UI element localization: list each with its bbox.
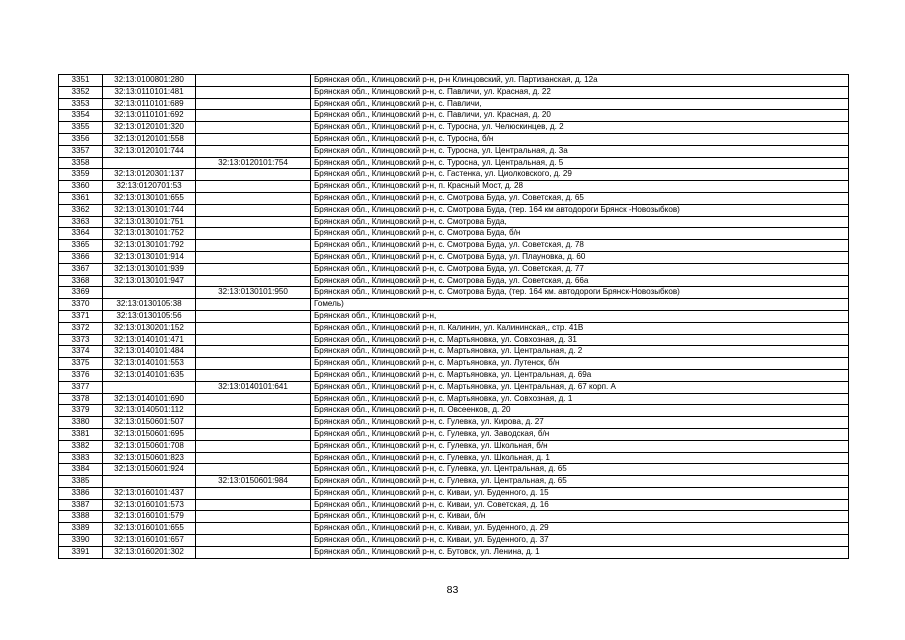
- cadastral-number-cell: 32:13:0130101:939: [103, 263, 196, 275]
- address-cell: Брянская обл., Клинцовский р-н, с. Смотрова Буда, (тер. 164 км. автодороги Брянск-Новозыбков): [311, 287, 849, 299]
- row-number-cell: 3370: [59, 299, 103, 311]
- cadastral-number-cell: 32:13:0130101:752: [103, 228, 196, 240]
- cadastral-number-cell: 32:13:0130105:56: [103, 310, 196, 322]
- row-number-cell: 3374: [59, 346, 103, 358]
- table-row: [59, 216, 849, 228]
- row-number-cell: 3383: [59, 452, 103, 464]
- secondary-cadastral-number-cell: [196, 228, 311, 240]
- secondary-cadastral-number-cell: [196, 393, 311, 405]
- row-number-cell: 3381: [59, 428, 103, 440]
- address-cell: Брянская обл., Клинцовский р-н, п. Овсеенков, д. 20: [311, 405, 849, 417]
- table-row: [59, 452, 849, 464]
- row-number-cell: 3367: [59, 263, 103, 275]
- table-row: [59, 546, 849, 558]
- row-number-cell: 3355: [59, 122, 103, 134]
- table-row: [59, 334, 849, 346]
- address-cell: Брянская обл., Клинцовский р-н, с. Мартьяновка, ул. Лутенск, б/н: [311, 358, 849, 370]
- secondary-cadastral-number-cell: [196, 511, 311, 523]
- address-cell: Брянская обл., Клинцовский р-н, с. Гулевка, ул. Кирова, д. 27: [311, 417, 849, 429]
- address-cell: Брянская обл., Клинцовский р-н, с. Гулевка, ул. Центральная, д. 65: [311, 464, 849, 476]
- table-row: [59, 192, 849, 204]
- row-number-cell: 3354: [59, 110, 103, 122]
- cadastral-number-cell: [103, 157, 196, 169]
- address-cell: Брянская обл., Клинцовский р-н, с. Киваи, ул. Буденного, д. 37: [311, 535, 849, 547]
- row-number-cell: 3363: [59, 216, 103, 228]
- table-row: [59, 428, 849, 440]
- address-cell: Брянская обл., Клинцовский р-н, с. Гулевка, ул. Заводская, б/н: [311, 428, 849, 440]
- secondary-cadastral-number-cell: [196, 216, 311, 228]
- secondary-cadastral-number-cell: [196, 181, 311, 193]
- cadastral-number-cell: 32:13:0160101:573: [103, 499, 196, 511]
- address-cell: Брянская обл., Клинцовский р-н, с. Гастенка, ул. Циолковского, д. 29: [311, 169, 849, 181]
- table-row: [59, 523, 849, 535]
- secondary-cadastral-number-cell: [196, 334, 311, 346]
- address-cell: Брянская обл., Клинцовский р-н, с. Мартьяновка, ул. Совхозная, д. 1: [311, 393, 849, 405]
- cadastral-number-cell: 32:13:0130101:914: [103, 251, 196, 263]
- secondary-cadastral-number-cell: [196, 251, 311, 263]
- table-row: [59, 145, 849, 157]
- address-cell: Брянская обл., Клинцовский р-н, р-н Клинцовский, ул. Партизанская, д. 12а: [311, 75, 849, 87]
- secondary-cadastral-number-cell: [196, 452, 311, 464]
- row-number-cell: 3390: [59, 535, 103, 547]
- address-cell: Брянская обл., Клинцовский р-н, с. Туросна, б/н: [311, 133, 849, 145]
- secondary-cadastral-number-cell: [196, 440, 311, 452]
- cadastral-number-cell: [103, 381, 196, 393]
- address-cell: Брянская обл., Клинцовский р-н, с. Мартьяновка, ул. Центральная, д. 2: [311, 346, 849, 358]
- table-row: [59, 405, 849, 417]
- secondary-cadastral-number-cell: [196, 86, 311, 98]
- row-number-cell: 3366: [59, 251, 103, 263]
- cadastral-number-cell: 32:13:0130101:751: [103, 216, 196, 228]
- address-cell: Брянская обл., Клинцовский р-н, с. Смотрова Буда,: [311, 216, 849, 228]
- secondary-cadastral-number-cell: [196, 464, 311, 476]
- cadastral-number-cell: 32:13:0160101:579: [103, 511, 196, 523]
- secondary-cadastral-number-cell: [196, 546, 311, 558]
- row-number-cell: 3362: [59, 204, 103, 216]
- table-row: [59, 122, 849, 134]
- table-row: [59, 157, 849, 169]
- cadastral-number-cell: 32:13:0130201:152: [103, 322, 196, 334]
- table-row: [59, 86, 849, 98]
- row-number-cell: 3361: [59, 192, 103, 204]
- table-row: [59, 535, 849, 547]
- row-number-cell: 3385: [59, 476, 103, 488]
- cadastral-number-cell: 32:13:0120101:558: [103, 133, 196, 145]
- row-number-cell: 3378: [59, 393, 103, 405]
- row-number-cell: 3352: [59, 86, 103, 98]
- row-number-cell: 3382: [59, 440, 103, 452]
- address-cell: Брянская обл., Клинцовский р-н, с. Павличи,: [311, 98, 849, 110]
- cadastral-number-cell: 32:13:0150601:708: [103, 440, 196, 452]
- cadastral-number-cell: 32:13:0160101:657: [103, 535, 196, 547]
- table-row: [59, 275, 849, 287]
- cadastral-number-cell: 32:13:0160101:655: [103, 523, 196, 535]
- address-cell: Брянская обл., Клинцовский р-н, с. Смотрова Буда, ул. Советская, д. 66а: [311, 275, 849, 287]
- row-number-cell: 3359: [59, 169, 103, 181]
- cadastral-number-cell: 32:13:0160101:437: [103, 487, 196, 499]
- table-row: [59, 381, 849, 393]
- row-number-cell: 3368: [59, 275, 103, 287]
- address-cell: Брянская обл., Клинцовский р-н, с. Гулевка, ул. Школьная, д. 1: [311, 452, 849, 464]
- secondary-cadastral-number-cell: [196, 75, 311, 87]
- address-cell: Брянская обл., Клинцовский р-н, с. Смотрова Буда, ул. Советская, д. 77: [311, 263, 849, 275]
- row-number-cell: 3372: [59, 322, 103, 334]
- row-number-cell: 3389: [59, 523, 103, 535]
- address-cell: Брянская обл., Клинцовский р-н, с. Гулевка, ул. Центральная, д. 65: [311, 476, 849, 488]
- table-row: [59, 417, 849, 429]
- table-row: [59, 204, 849, 216]
- secondary-cadastral-number-cell: [196, 240, 311, 252]
- cadastral-number-cell: 32:13:0130101:655: [103, 192, 196, 204]
- row-number-cell: 3358: [59, 157, 103, 169]
- cadastral-number-cell: 32:13:0130105:38: [103, 299, 196, 311]
- cadastral-number-cell: 32:13:0150601:924: [103, 464, 196, 476]
- address-cell: Брянская обл., Клинцовский р-н, с. Смотрова Буда, ул. Плауновка, д. 60: [311, 251, 849, 263]
- secondary-cadastral-number-cell: [196, 133, 311, 145]
- address-cell: Брянская обл., Клинцовский р-н, с. Туросна, ул. Центральная, д. 3а: [311, 145, 849, 157]
- secondary-cadastral-number-cell: [196, 499, 311, 511]
- cadastral-number-cell: 32:13:0110101:692: [103, 110, 196, 122]
- cadastral-number-cell: 32:13:0120701:53: [103, 181, 196, 193]
- secondary-cadastral-number-cell: [196, 322, 311, 334]
- cadastral-number-cell: 32:13:0140101:471: [103, 334, 196, 346]
- address-cell: Брянская обл., Клинцовский р-н, п. Красный Мост, д. 28: [311, 181, 849, 193]
- table-row: [59, 358, 849, 370]
- cadastral-number-cell: 32:13:0150601:823: [103, 452, 196, 464]
- address-cell: Брянская обл., Клинцовский р-н, с. Туросна, ул. Челюскинцев, д. 2: [311, 122, 849, 134]
- row-number-cell: 3386: [59, 487, 103, 499]
- secondary-cadastral-number-cell: 32:13:0140101:641: [196, 381, 311, 393]
- cadastral-number-cell: 32:13:0110101:689: [103, 98, 196, 110]
- cadastral-number-cell: 32:13:0130101:947: [103, 275, 196, 287]
- cadastral-number-cell: 32:13:0140101:690: [103, 393, 196, 405]
- table-row: [59, 393, 849, 405]
- secondary-cadastral-number-cell: [196, 535, 311, 547]
- cadastral-number-cell: [103, 476, 196, 488]
- table-row: [59, 369, 849, 381]
- table-row: [59, 511, 849, 523]
- cadastral-number-cell: 32:13:0140101:484: [103, 346, 196, 358]
- secondary-cadastral-number-cell: [196, 310, 311, 322]
- table-row: [59, 98, 849, 110]
- row-number-cell: 3364: [59, 228, 103, 240]
- secondary-cadastral-number-cell: [196, 169, 311, 181]
- secondary-cadastral-number-cell: [196, 523, 311, 535]
- cadastral-number-cell: 32:13:0140501:112: [103, 405, 196, 417]
- secondary-cadastral-number-cell: [196, 122, 311, 134]
- table-row: [59, 169, 849, 181]
- address-cell: Брянская обл., Клинцовский р-н, с. Киваи, ул. Советская, д. 16: [311, 499, 849, 511]
- table-row: [59, 181, 849, 193]
- address-cell: Брянская обл., Клинцовский р-н, с. Павличи, ул. Красная, д. 20: [311, 110, 849, 122]
- row-number-cell: 3379: [59, 405, 103, 417]
- row-number-cell: 3388: [59, 511, 103, 523]
- cadastral-number-cell: 32:13:0130101:792: [103, 240, 196, 252]
- table-row: [59, 310, 849, 322]
- table-row: [59, 346, 849, 358]
- table-row: [59, 263, 849, 275]
- row-number-cell: 3369: [59, 287, 103, 299]
- secondary-cadastral-number-cell: 32:13:0120101:754: [196, 157, 311, 169]
- table-row: [59, 322, 849, 334]
- secondary-cadastral-number-cell: [196, 204, 311, 216]
- address-cell: Брянская обл., Клинцовский р-н, с. Гулевка, ул. Школьная, б/н: [311, 440, 849, 452]
- secondary-cadastral-number-cell: [196, 346, 311, 358]
- registry-table-body: [59, 75, 849, 559]
- secondary-cadastral-number-cell: 32:13:0150601:984: [196, 476, 311, 488]
- address-cell: Брянская обл., Клинцовский р-н, п. Калинин, ул. Калининская,, стр. 41В: [311, 322, 849, 334]
- secondary-cadastral-number-cell: [196, 369, 311, 381]
- table-row: [59, 251, 849, 263]
- cadastral-number-cell: 32:13:0120301:137: [103, 169, 196, 181]
- row-number-cell: 3356: [59, 133, 103, 145]
- secondary-cadastral-number-cell: [196, 98, 311, 110]
- secondary-cadastral-number-cell: [196, 110, 311, 122]
- row-number-cell: 3375: [59, 358, 103, 370]
- cadastral-number-cell: 32:13:0130101:744: [103, 204, 196, 216]
- row-number-cell: 3377: [59, 381, 103, 393]
- address-cell: Брянская обл., Клинцовский р-н, с. Туросна, ул. Центральная, д. 5: [311, 157, 849, 169]
- row-number-cell: 3384: [59, 464, 103, 476]
- secondary-cadastral-number-cell: [196, 487, 311, 499]
- address-cell: Брянская обл., Клинцовский р-н, с. Мартьяновка, ул. Совхозная, д. 31: [311, 334, 849, 346]
- cadastral-number-cell: 32:13:0120101:744: [103, 145, 196, 157]
- cadastral-number-cell: 32:13:0140101:553: [103, 358, 196, 370]
- cadastral-number-cell: 32:13:0110101:481: [103, 86, 196, 98]
- secondary-cadastral-number-cell: 32:13:0130101:950: [196, 287, 311, 299]
- row-number-cell: 3365: [59, 240, 103, 252]
- address-cell: Брянская обл., Клинцовский р-н, с. Смотрова Буда, ул. Советская, д. 78: [311, 240, 849, 252]
- table-row: [59, 287, 849, 299]
- address-cell: Брянская обл., Клинцовский р-н, с. Киваи, б/н: [311, 511, 849, 523]
- row-number-cell: 3351: [59, 75, 103, 87]
- secondary-cadastral-number-cell: [196, 145, 311, 157]
- row-number-cell: 3373: [59, 334, 103, 346]
- row-number-cell: 3360: [59, 181, 103, 193]
- address-cell: Брянская обл., Клинцовский р-н, с. Павличи, ул. Красная, д. 22: [311, 86, 849, 98]
- secondary-cadastral-number-cell: [196, 358, 311, 370]
- address-cell: Брянская обл., Клинцовский р-н, с. Смотрова Буда, б/н: [311, 228, 849, 240]
- secondary-cadastral-number-cell: [196, 192, 311, 204]
- row-number-cell: 3376: [59, 369, 103, 381]
- address-cell: Брянская обл., Клинцовский р-н, с. Смотрова Буда, ул. Советская, д. 65: [311, 192, 849, 204]
- table-row: [59, 110, 849, 122]
- cadastral-number-cell: 32:13:0160201:302: [103, 546, 196, 558]
- table-row: [59, 75, 849, 87]
- cadastral-number-cell: 32:13:0100801:280: [103, 75, 196, 87]
- property-registry-table: [58, 74, 849, 559]
- address-cell: Брянская обл., Клинцовский р-н, с. Мартьяновка, ул. Центральная, д. 69а: [311, 369, 849, 381]
- address-cell: Брянская обл., Клинцовский р-н, с. Мартьяновка, ул. Центральная, д. 67 корп. А: [311, 381, 849, 393]
- address-cell: Брянская обл., Клинцовский р-н,: [311, 310, 849, 322]
- table-row: [59, 476, 849, 488]
- row-number-cell: 3357: [59, 145, 103, 157]
- cadastral-number-cell: 32:13:0120101:320: [103, 122, 196, 134]
- table-row: [59, 440, 849, 452]
- secondary-cadastral-number-cell: [196, 299, 311, 311]
- row-number-cell: 3353: [59, 98, 103, 110]
- table-row: [59, 487, 849, 499]
- table-row: [59, 133, 849, 145]
- secondary-cadastral-number-cell: [196, 417, 311, 429]
- page-number: 83: [446, 584, 459, 596]
- table-row: [59, 240, 849, 252]
- address-cell: Брянская обл., Клинцовский р-н, с. Киваи, ул. Буденного, д. 29: [311, 523, 849, 535]
- row-number-cell: 3371: [59, 310, 103, 322]
- table-row: [59, 228, 849, 240]
- cadastral-number-cell: 32:13:0150601:507: [103, 417, 196, 429]
- secondary-cadastral-number-cell: [196, 428, 311, 440]
- row-number-cell: 3380: [59, 417, 103, 429]
- secondary-cadastral-number-cell: [196, 275, 311, 287]
- row-number-cell: 3387: [59, 499, 103, 511]
- address-cell: Брянская обл., Клинцовский р-н, с. Смотрова Буда, (тер. 164 км автодороги Брянск -Новозыбков): [311, 204, 849, 216]
- row-number-cell: 3391: [59, 546, 103, 558]
- address-cell: Брянская обл., Клинцовский р-н, с. Киваи, ул. Буденного, д. 15: [311, 487, 849, 499]
- table-row: [59, 464, 849, 476]
- cadastral-number-cell: 32:13:0150601:695: [103, 428, 196, 440]
- table-row: [59, 299, 849, 311]
- secondary-cadastral-number-cell: [196, 405, 311, 417]
- cadastral-number-cell: [103, 287, 196, 299]
- address-cell: Брянская обл., Клинцовский р-н, с. Бутовск, ул. Ленина, д. 1: [311, 546, 849, 558]
- cadastral-number-cell: 32:13:0140101:635: [103, 369, 196, 381]
- address-cell: Гомель): [311, 299, 849, 311]
- table-row: [59, 499, 849, 511]
- secondary-cadastral-number-cell: [196, 263, 311, 275]
